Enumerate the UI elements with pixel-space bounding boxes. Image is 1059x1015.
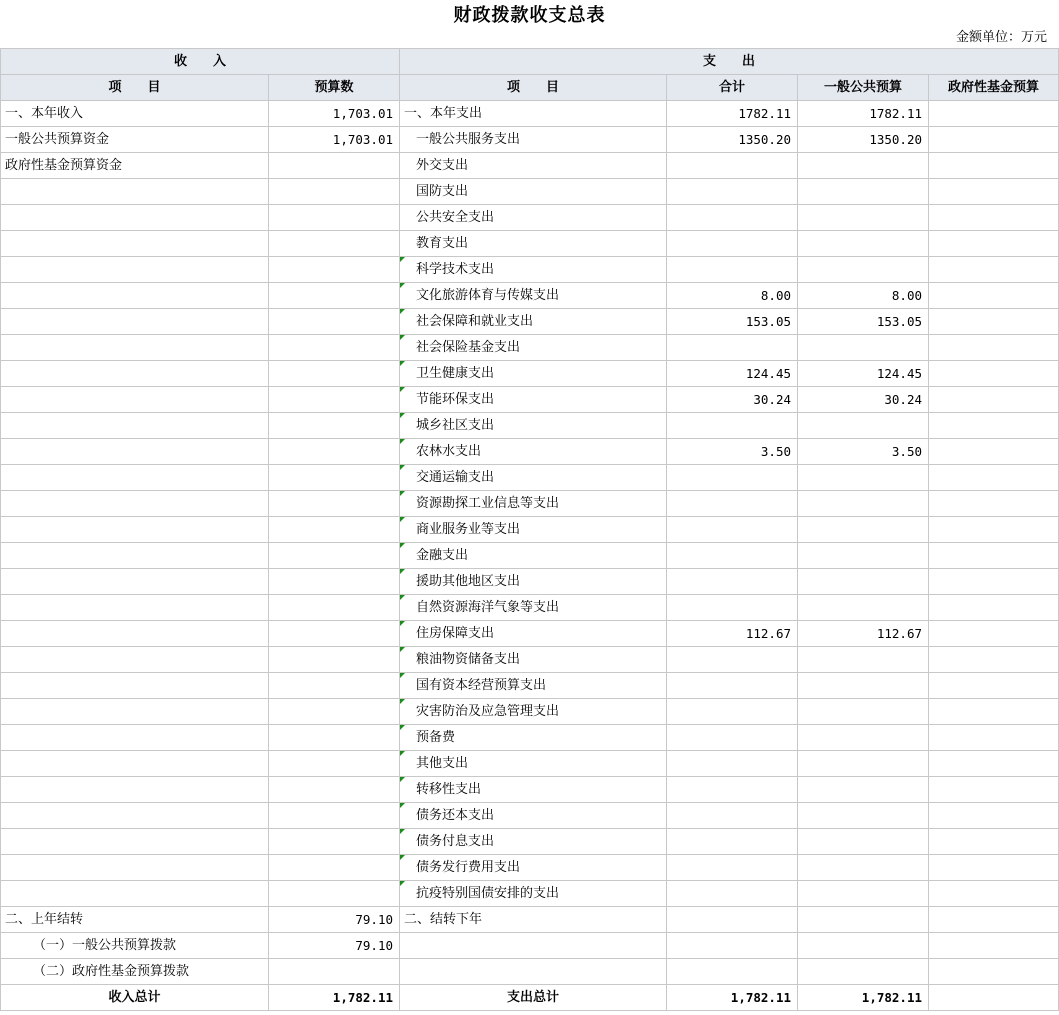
budget-header: 预算数	[269, 75, 400, 101]
expense-item-cell[interactable]: 文化旅游体育与传媒支出	[400, 283, 667, 309]
expense-total-cell[interactable]	[667, 647, 798, 673]
expense-total-cell[interactable]: 1350.20	[667, 127, 798, 153]
expense-total-cell[interactable]: 8.00	[667, 283, 798, 309]
fund-budget-cell[interactable]	[929, 335, 1059, 361]
expense-item-cell[interactable]: 灾害防治及应急管理支出	[400, 699, 667, 725]
table-row	[1, 959, 1059, 985]
income-item-cell[interactable]: 二、上年结转	[1, 907, 269, 933]
general-budget-cell[interactable]	[798, 517, 929, 543]
table-row	[1, 439, 1059, 465]
fund-budget-cell[interactable]	[929, 673, 1059, 699]
expense-total-cell[interactable]	[667, 543, 798, 569]
income-budget-cell[interactable]	[269, 387, 400, 413]
income-budget-cell[interactable]: 1,703.01	[269, 101, 400, 127]
income-item-cell[interactable]	[1, 361, 269, 387]
income-budget-cell[interactable]	[269, 621, 400, 647]
general-budget-cell[interactable]	[798, 569, 929, 595]
general-budget-cell[interactable]: 1350.20	[798, 127, 929, 153]
fund-budget-cell[interactable]	[929, 933, 1059, 959]
general-budget-cell[interactable]	[798, 257, 929, 283]
expense-item-cell[interactable]: 转移性支出	[400, 777, 667, 803]
unit-row	[0, 26, 1059, 48]
income-item-cell[interactable]	[1, 283, 269, 309]
income-item-cell[interactable]	[1, 621, 269, 647]
table-row	[1, 387, 1059, 413]
fund-budget-cell[interactable]	[929, 855, 1059, 881]
income-item-cell[interactable]	[1, 413, 269, 439]
table-row	[1, 517, 1059, 543]
general-budget-cell[interactable]	[798, 647, 929, 673]
expense-item-cell[interactable]: 教育支出	[400, 231, 667, 257]
table-row	[1, 777, 1059, 803]
income-budget-cell[interactable]	[269, 361, 400, 387]
table-row	[1, 699, 1059, 725]
income-budget-cell[interactable]	[269, 699, 400, 725]
expense-item-cell[interactable]: 国有资本经营预算支出	[400, 673, 667, 699]
table-row	[1, 725, 1059, 751]
expense-total-cell[interactable]	[667, 205, 798, 231]
income-item-cell[interactable]	[1, 777, 269, 803]
general-budget-cell[interactable]	[798, 491, 929, 517]
income-budget-cell[interactable]	[269, 959, 400, 985]
expense-item-cell[interactable]: 外交支出	[400, 153, 667, 179]
general-budget-cell[interactable]	[798, 543, 929, 569]
table-row	[1, 907, 1059, 933]
income-item-cell[interactable]	[1, 725, 269, 751]
income-item-cell[interactable]	[1, 517, 269, 543]
general-budget-cell[interactable]	[798, 881, 929, 907]
income-item-cell[interactable]	[1, 881, 269, 907]
income-budget-cell[interactable]	[269, 803, 400, 829]
general-budget-cell[interactable]: 8.00	[798, 283, 929, 309]
income-total-value[interactable]: 1,782.11	[269, 985, 400, 1011]
expense-total-cell[interactable]	[667, 699, 798, 725]
general-budget-total-value[interactable]: 1,782.11	[798, 985, 929, 1011]
expense-total-cell[interactable]: 3.50	[667, 439, 798, 465]
income-budget-cell[interactable]	[269, 829, 400, 855]
table-row	[1, 465, 1059, 491]
income-item-cell[interactable]	[1, 257, 269, 283]
income-item-cell[interactable]: （二）政府性基金预算拨款	[1, 959, 269, 985]
fund-budget-cell[interactable]	[929, 881, 1059, 907]
expense-total-cell[interactable]	[667, 595, 798, 621]
general-budget-cell[interactable]	[798, 231, 929, 257]
expense-total-cell[interactable]: 1782.11	[667, 101, 798, 127]
table-row	[1, 283, 1059, 309]
fund-budget-cell[interactable]	[929, 231, 1059, 257]
total-header: 合计	[667, 75, 798, 101]
expense-item-cell[interactable]: 城乡社区支出	[400, 413, 667, 439]
expense-item-cell[interactable]: 金融支出	[400, 543, 667, 569]
section-header-row	[1, 49, 1059, 75]
fund-budget-cell[interactable]	[929, 413, 1059, 439]
income-item-cell[interactable]	[1, 205, 269, 231]
expense-total-cell[interactable]	[667, 465, 798, 491]
general-budget-cell[interactable]: 3.50	[798, 439, 929, 465]
income-total-label[interactable]: 收入总计	[1, 985, 269, 1011]
expense-total-cell[interactable]	[667, 335, 798, 361]
table-row	[1, 933, 1059, 959]
income-item-cell[interactable]: （一）一般公共预算拨款	[1, 933, 269, 959]
expense-item-cell[interactable]: 债务发行费用支出	[400, 855, 667, 881]
income-budget-cell[interactable]: 1,703.01	[269, 127, 400, 153]
income-item-cell[interactable]	[1, 179, 269, 205]
fund-budget-cell[interactable]	[929, 387, 1059, 413]
table-row	[1, 569, 1059, 595]
income-budget-cell[interactable]: 79.10	[269, 933, 400, 959]
expense-total-cell[interactable]: 30.24	[667, 387, 798, 413]
income-item-cell[interactable]	[1, 309, 269, 335]
general-budget-cell[interactable]	[798, 205, 929, 231]
expense-total-cell[interactable]	[667, 257, 798, 283]
income-item-cell[interactable]	[1, 335, 269, 361]
general-budget-cell[interactable]: 30.24	[798, 387, 929, 413]
general-budget-cell[interactable]	[798, 413, 929, 439]
income-budget-cell[interactable]	[269, 205, 400, 231]
fund-budget-cell[interactable]	[929, 543, 1059, 569]
fund-budget-cell[interactable]	[929, 439, 1059, 465]
expense-item-cell[interactable]: 二、结转下年	[400, 907, 667, 933]
expense-total-cell[interactable]	[667, 881, 798, 907]
fund-budget-cell[interactable]	[929, 361, 1059, 387]
finance-table	[0, 48, 1059, 1011]
general-budget-cell[interactable]	[798, 803, 929, 829]
income-budget-cell[interactable]	[269, 309, 400, 335]
fund-budget-cell[interactable]	[929, 517, 1059, 543]
fund-budget-cell[interactable]	[929, 751, 1059, 777]
fund-budget-cell[interactable]	[929, 699, 1059, 725]
fund-budget-cell[interactable]	[929, 101, 1059, 127]
expense-item-cell[interactable]	[400, 959, 667, 985]
expense-total-cell[interactable]	[667, 777, 798, 803]
fund-budget-total-value[interactable]	[929, 985, 1059, 1011]
expense-total-cell[interactable]	[667, 413, 798, 439]
table-row	[1, 231, 1059, 257]
expense-item-cell[interactable]: 农林水支出	[400, 439, 667, 465]
table-row	[1, 673, 1059, 699]
income-item-cell[interactable]	[1, 751, 269, 777]
income-item-cell[interactable]	[1, 387, 269, 413]
expense-item-cell[interactable]: 粮油物资储备支出	[400, 647, 667, 673]
expense-total-cell[interactable]: 124.45	[667, 361, 798, 387]
income-item-cell[interactable]	[1, 465, 269, 491]
expense-total-value[interactable]: 1,782.11	[667, 985, 798, 1011]
expense-total-cell[interactable]	[667, 751, 798, 777]
fund-budget-cell[interactable]	[929, 257, 1059, 283]
income-budget-cell[interactable]	[269, 335, 400, 361]
expense-item-cell[interactable]: 交通运输支出	[400, 465, 667, 491]
table-row	[1, 595, 1059, 621]
column-header-row	[1, 75, 1059, 101]
expense-item-cell[interactable]: 国防支出	[400, 179, 667, 205]
table-row	[1, 751, 1059, 777]
income-item-cell[interactable]: 一般公共预算资金	[1, 127, 269, 153]
fund-budget-cell[interactable]	[929, 725, 1059, 751]
fund-budget-cell[interactable]	[929, 179, 1059, 205]
fund-budget-cell[interactable]	[929, 569, 1059, 595]
table-row	[1, 543, 1059, 569]
income-item-cell[interactable]	[1, 569, 269, 595]
general-budget-cell[interactable]: 112.67	[798, 621, 929, 647]
income-budget-cell[interactable]	[269, 439, 400, 465]
income-item-cell[interactable]	[1, 543, 269, 569]
expense-item-cell[interactable]	[400, 933, 667, 959]
amount-unit: 金额单位：万元	[955, 30, 1047, 45]
expense-total-cell[interactable]	[667, 673, 798, 699]
expense-total-cell[interactable]	[667, 153, 798, 179]
expense-item-header: 项 目	[400, 75, 667, 101]
income-budget-cell[interactable]	[269, 647, 400, 673]
fund-budget-cell[interactable]	[929, 283, 1059, 309]
general-budget-cell[interactable]	[798, 959, 929, 985]
expense-header: 支 出	[400, 49, 1059, 75]
expense-item-cell[interactable]: 其他支出	[400, 751, 667, 777]
income-budget-cell[interactable]	[269, 543, 400, 569]
income-budget-cell[interactable]	[269, 153, 400, 179]
expense-item-cell[interactable]: 住房保障支出	[400, 621, 667, 647]
fund-budget-cell[interactable]	[929, 153, 1059, 179]
fund-budget-header: 政府性基金预算	[929, 75, 1059, 101]
expense-total-cell[interactable]	[667, 803, 798, 829]
table-row	[1, 491, 1059, 517]
expense-item-cell[interactable]: 债务还本支出	[400, 803, 667, 829]
income-budget-cell[interactable]	[269, 283, 400, 309]
income-budget-cell[interactable]	[269, 491, 400, 517]
income-item-cell[interactable]: 一、本年收入	[1, 101, 269, 127]
income-header: 收 入	[1, 49, 400, 75]
general-budget-cell[interactable]	[798, 465, 929, 491]
general-budget-cell[interactable]	[798, 179, 929, 205]
table-row	[1, 205, 1059, 231]
fund-budget-cell[interactable]	[929, 647, 1059, 673]
expense-item-cell[interactable]: 抗疫特别国债安排的支出	[400, 881, 667, 907]
expense-total-cell[interactable]	[667, 959, 798, 985]
expense-item-cell[interactable]: 社会保险基金支出	[400, 335, 667, 361]
fund-budget-cell[interactable]	[929, 907, 1059, 933]
table-row	[1, 647, 1059, 673]
table-row	[1, 881, 1059, 907]
expense-total-cell[interactable]	[667, 855, 798, 881]
expense-total-label[interactable]: 支出总计	[400, 985, 667, 1011]
expense-total-cell[interactable]	[667, 491, 798, 517]
income-budget-cell[interactable]	[269, 231, 400, 257]
income-item-cell[interactable]	[1, 829, 269, 855]
table-row	[1, 153, 1059, 179]
general-budget-header: 一般公共预算	[798, 75, 929, 101]
general-budget-cell[interactable]	[798, 855, 929, 881]
income-budget-cell[interactable]	[269, 725, 400, 751]
income-budget-cell[interactable]	[269, 881, 400, 907]
table-row	[1, 829, 1059, 855]
table-row	[1, 335, 1059, 361]
expense-total-cell[interactable]	[667, 231, 798, 257]
page-title: 财政拨款收支总表	[453, 5, 606, 26]
expense-item-cell[interactable]: 科学技术支出	[400, 257, 667, 283]
table-row	[1, 179, 1059, 205]
income-item-cell[interactable]	[1, 439, 269, 465]
fund-budget-cell[interactable]	[929, 595, 1059, 621]
expense-total-cell[interactable]	[667, 907, 798, 933]
income-item-cell[interactable]	[1, 699, 269, 725]
income-budget-cell[interactable]	[269, 777, 400, 803]
expense-total-cell[interactable]	[667, 569, 798, 595]
expense-total-cell[interactable]	[667, 829, 798, 855]
expense-item-cell[interactable]: 公共安全支出	[400, 205, 667, 231]
income-item-cell[interactable]	[1, 855, 269, 881]
general-budget-cell[interactable]: 1782.11	[798, 101, 929, 127]
table-row	[1, 361, 1059, 387]
income-budget-cell[interactable]	[269, 257, 400, 283]
table-row	[1, 257, 1059, 283]
table-row	[1, 101, 1059, 127]
income-budget-cell[interactable]	[269, 179, 400, 205]
income-item-cell[interactable]	[1, 231, 269, 257]
income-budget-cell[interactable]	[269, 673, 400, 699]
fund-budget-cell[interactable]	[929, 959, 1059, 985]
fund-budget-cell[interactable]	[929, 829, 1059, 855]
income-item-cell[interactable]	[1, 647, 269, 673]
income-budget-cell[interactable]	[269, 595, 400, 621]
income-budget-cell[interactable]	[269, 517, 400, 543]
expense-total-cell[interactable]	[667, 517, 798, 543]
general-budget-cell[interactable]	[798, 335, 929, 361]
general-budget-cell[interactable]	[798, 777, 929, 803]
table-row	[1, 413, 1059, 439]
expense-item-cell[interactable]: 节能环保支出	[400, 387, 667, 413]
income-item-cell[interactable]	[1, 673, 269, 699]
fund-budget-cell[interactable]	[929, 777, 1059, 803]
table-row	[1, 309, 1059, 335]
general-budget-cell[interactable]	[798, 595, 929, 621]
income-item-cell[interactable]	[1, 595, 269, 621]
general-budget-cell[interactable]	[798, 907, 929, 933]
table-row	[1, 127, 1059, 153]
expense-item-cell[interactable]: 一般公共服务支出	[400, 127, 667, 153]
general-budget-cell[interactable]: 153.05	[798, 309, 929, 335]
general-budget-cell[interactable]	[798, 699, 929, 725]
expense-item-cell[interactable]: 自然资源海洋气象等支出	[400, 595, 667, 621]
expense-item-cell[interactable]: 社会保障和就业支出	[400, 309, 667, 335]
income-budget-cell[interactable]	[269, 465, 400, 491]
expense-item-cell[interactable]: 债务付息支出	[400, 829, 667, 855]
income-item-header: 项 目	[1, 75, 269, 101]
income-budget-cell[interactable]	[269, 569, 400, 595]
general-budget-cell[interactable]	[798, 153, 929, 179]
expense-item-cell[interactable]: 商业服务业等支出	[400, 517, 667, 543]
general-budget-cell[interactable]	[798, 933, 929, 959]
table-row	[1, 803, 1059, 829]
fund-budget-cell[interactable]	[929, 127, 1059, 153]
expense-total-cell[interactable]: 112.67	[667, 621, 798, 647]
expense-item-cell[interactable]: 预备费	[400, 725, 667, 751]
expense-total-cell[interactable]: 153.05	[667, 309, 798, 335]
income-budget-cell[interactable]	[269, 413, 400, 439]
general-budget-cell[interactable]	[798, 725, 929, 751]
expense-item-cell[interactable]: 一、本年支出	[400, 101, 667, 127]
expense-total-cell[interactable]	[667, 179, 798, 205]
fund-budget-cell[interactable]	[929, 491, 1059, 517]
income-budget-cell[interactable]	[269, 751, 400, 777]
income-budget-cell[interactable]	[269, 855, 400, 881]
expense-item-cell[interactable]: 资源勘探工业信息等支出	[400, 491, 667, 517]
income-item-cell[interactable]	[1, 803, 269, 829]
income-item-cell[interactable]	[1, 491, 269, 517]
table-row	[1, 621, 1059, 647]
table-row	[1, 855, 1059, 881]
expense-total-cell[interactable]	[667, 725, 798, 751]
total-row	[1, 985, 1059, 1011]
income-budget-cell[interactable]: 79.10	[269, 907, 400, 933]
general-budget-cell[interactable]	[798, 673, 929, 699]
expense-total-cell[interactable]	[667, 933, 798, 959]
fund-budget-cell[interactable]	[929, 309, 1059, 335]
income-item-cell[interactable]: 政府性基金预算资金	[1, 153, 269, 179]
fund-budget-cell[interactable]	[929, 465, 1059, 491]
fund-budget-cell[interactable]	[929, 621, 1059, 647]
general-budget-cell[interactable]: 124.45	[798, 361, 929, 387]
expense-item-cell[interactable]: 援助其他地区支出	[400, 569, 667, 595]
general-budget-cell[interactable]	[798, 829, 929, 855]
fund-budget-cell[interactable]	[929, 205, 1059, 231]
expense-item-cell[interactable]: 卫生健康支出	[400, 361, 667, 387]
fund-budget-cell[interactable]	[929, 803, 1059, 829]
general-budget-cell[interactable]	[798, 751, 929, 777]
